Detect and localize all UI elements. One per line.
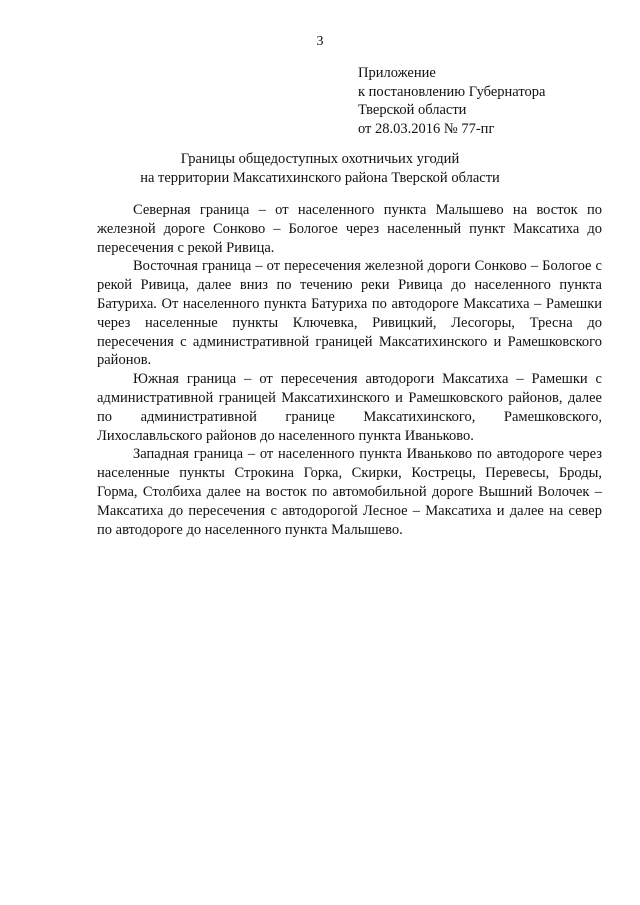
paragraph-west-border: Западная граница – от населенного пункта Иваньково по автодороге через населенные пункты Строкина Горка, Скирки, Кострецы, Перевесы, Броды, Горма, Столбиха далее на восток по автомобильной дороге Вышний Волочек – Максатиха до пересечения с автодорогой Лесное – Максатиха и далее на север по автодороге до населенного пункта Малышево. <box>97 446 602 538</box>
title-line: Границы общедоступных охотничьих угодий <box>180 151 460 167</box>
appendix-header <box>358 64 618 138</box>
paragraph-south-border: Южная граница – от пересечения автодороги Максатиха – Рамешки с административной границей Максатихинского и Рамешковского районов, далее по административной границе Максатихинского, Рамешковского, Лихославльского районов до населенного пункта Иваньково. <box>97 371 602 444</box>
appendix-line: Тверской области <box>358 102 467 118</box>
paragraph-north-border: Северная граница – от населенного пункта Малышево на восток по железной дороге Сонково – Бологое через населенный пункт Максатиха до пересечения с рекой Ривица. <box>97 202 602 256</box>
page-number: 3 <box>316 34 324 49</box>
title-line: на территории Максатихинского района Тверской области <box>140 169 500 186</box>
document-title <box>0 150 640 187</box>
appendix-line: Приложение <box>358 65 436 81</box>
appendix-line: к постановлению Губернатора <box>358 83 546 100</box>
paragraph-east-border: Восточная граница – от пересечения железной дороги Сонково – Бологое с рекой Ривица, далее вниз по течению реки Ривица до населенного пункта Батуриха. От населенного пункта Батуриха по автодороге Максатиха – Рамешки через населенные пункты Ключевка, Ривицкий, Лесогоры, Тресна до пересечения с административной границей Максатихинского и Рамешковского районов. <box>97 258 602 369</box>
document-body <box>97 201 602 539</box>
appendix-line: от 28.03.2016 № 77-пг <box>358 120 495 137</box>
